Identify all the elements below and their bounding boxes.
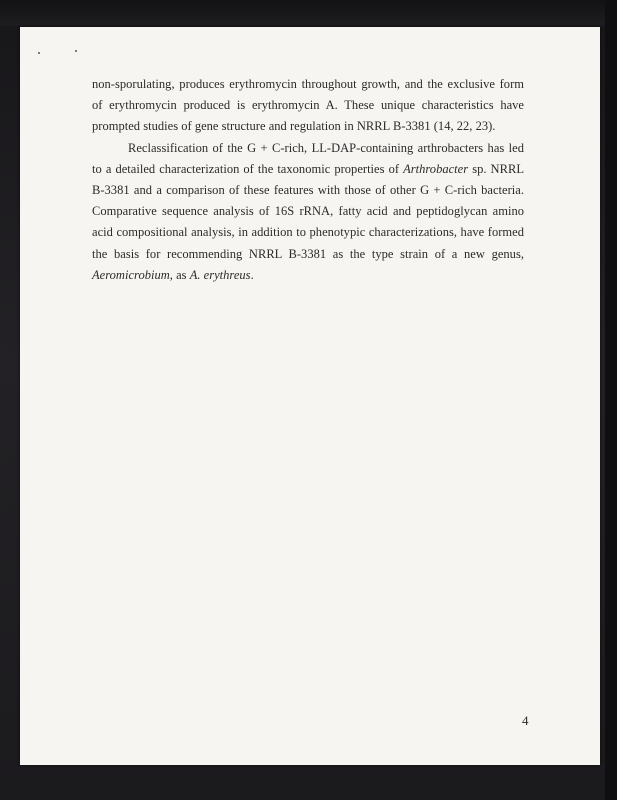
genus-aeromicrobium: Aeromicrobium bbox=[92, 267, 170, 282]
body-text bbox=[92, 74, 524, 286]
page-number: 4 bbox=[522, 713, 529, 728]
species-a-erythreus: A. erythreus bbox=[189, 267, 251, 282]
paragraph-2-text-1: Reclassification of the G + C-rich, LL-DAP-containing arthrobacters has led to a detailed characterization of the taxonomic properties of bbox=[92, 140, 524, 176]
document-page bbox=[20, 27, 600, 765]
paragraph-2-text-4: . bbox=[250, 267, 254, 282]
scan-speck bbox=[75, 50, 77, 52]
paragraph-1: non-sporulating, produces erythromycin throughout growth, and the exclusive form of erythromycin produced is erythromycin A. These unique characteristics have prompted studies of gene structure and regulation in NRRL B-3381 (14, 22, 23). bbox=[92, 77, 524, 134]
genus-arthrobacter: Arthrobacter bbox=[403, 161, 469, 176]
paragraph-2-text-2: sp. NRRL B-3381 and a comparison of these features with those of other G + C-rich bacteria. Comparative sequence analysis of 16S rRNA, fatty acid and peptidoglycan amino acid compositional analysis, in addition to phenotypic characterizations, have formed the basis for recommending NRRL B-3381 as the type strain of a new genus, bbox=[92, 161, 524, 261]
paragraph-2 bbox=[92, 138, 524, 286]
scanner-right-edge bbox=[605, 0, 617, 800]
paragraph-2-text-3: , as bbox=[169, 267, 190, 282]
scan-speck bbox=[38, 52, 40, 54]
scanner-top-edge bbox=[0, 0, 617, 26]
